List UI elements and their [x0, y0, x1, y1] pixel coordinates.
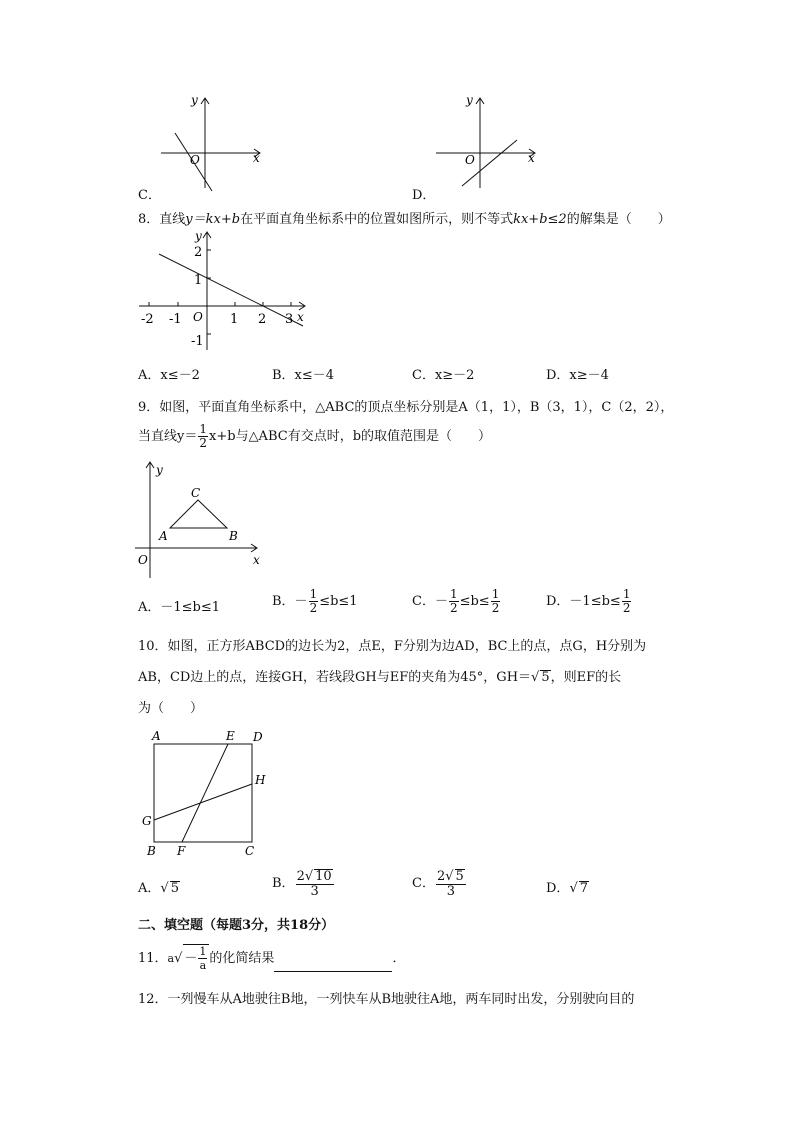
- q10-optc-fraction: $\frac{2√ 5}{3}$: [436, 869, 464, 899]
- q9-option-c: C．－ $\frac{1}{2}$ ≤b≤ $\frac{1}{2}$: [412, 587, 500, 615]
- q9-label-x: x: [253, 553, 260, 567]
- q10-square: [154, 744, 252, 842]
- q8-number: 8．: [138, 212, 160, 227]
- q10-segment-gh: [154, 784, 252, 820]
- q9-figure: [135, 460, 275, 580]
- q7c-y-label: y: [191, 93, 198, 107]
- q8-graph: [135, 228, 315, 358]
- q10-stem-line2: AB，CD边上的点，连接GH，若线段GH与EF的夹角为45°，GH＝√ 5，则EF的长: [138, 670, 622, 685]
- q10-label-h: H: [255, 773, 266, 787]
- q12-stem: 12．一列慢车从A地驶往B地，一列快车从B地驶往A地，两车同时出发，分别驶向目的: [138, 992, 635, 1007]
- q7-graph-d: [430, 88, 550, 198]
- q10-label-e: E: [226, 729, 235, 743]
- q8-tick-label-2: 2: [258, 312, 267, 327]
- q8-option-c: C．x≥－2: [412, 368, 475, 383]
- q10-label-g: G: [142, 814, 152, 828]
- q7-option-c: C．: [138, 188, 161, 203]
- q7c-origin-label: O: [190, 153, 200, 167]
- q9-option-d: D．－1≤b≤ $\frac{1}{2}$: [546, 587, 631, 615]
- q8-x-label: x: [297, 310, 304, 324]
- q11-number: 11．: [138, 951, 168, 966]
- q8-option-d: D．x≥－4: [546, 368, 609, 383]
- q10-label-f: F: [177, 844, 186, 858]
- q9-half-fraction: $\frac{1}{2}$: [199, 422, 208, 450]
- q9-label-y: y: [156, 463, 163, 477]
- q9-label-b: B: [229, 529, 238, 543]
- q9-optc-fraction-right: $\frac{1}{2}$: [491, 587, 500, 615]
- q8-tick-label-1: 1: [230, 312, 239, 327]
- section-2-title: 二、填空题（每题3分，共18分）: [138, 918, 335, 933]
- q8-tick-label-neg2: -2: [141, 312, 154, 327]
- q9-number: 9．: [138, 400, 160, 415]
- q10-optb-fraction: $\frac{2√ 10}{3}$: [296, 869, 332, 899]
- q9-optc-fraction-left: $\frac{1}{2}$: [449, 587, 458, 615]
- q7-graph-c: [155, 88, 275, 198]
- q10-option-d: D．√ 7: [546, 881, 589, 896]
- q10-label-b: B: [147, 844, 156, 858]
- q9-label-o: O: [138, 553, 148, 567]
- q7c-x-label: x: [253, 151, 260, 165]
- q8-stem: 8．直线y＝kx+b在平面直角坐标系中的位置如图所示，则不等式kx+b≤2的解集是（ ）: [138, 212, 671, 227]
- q8-tick-label-3: 3: [285, 312, 294, 327]
- q9-stem-line2: 当直线y＝ $\frac{1}{2}$ x+b与△ABC有交点时，b的取值范围是（ ）: [138, 422, 492, 450]
- q8-origin-label: O: [193, 310, 203, 324]
- q10-number: 10．: [138, 639, 168, 654]
- q10-stem-line1: 10．如图，正方形ABCD的边长为2，点E，F分别为边AD，BC上的点，点G，H分别为: [138, 639, 647, 654]
- q7-option-d: D．: [412, 188, 436, 203]
- q8-tick-label-yneg1: -1: [191, 334, 204, 349]
- q8-tick-label-y1: 1: [194, 273, 203, 288]
- q10-label-a: A: [152, 729, 161, 743]
- q7d-x-label: x: [528, 151, 535, 165]
- q8-tick-label-y2: 2: [194, 245, 203, 260]
- q8-option-b: B．x≤－4: [272, 368, 335, 383]
- q10-label-d: D: [253, 730, 263, 744]
- q10-option-c: C． $\frac{2√ 5}{3}$: [412, 869, 464, 899]
- q10-label-c: C: [245, 844, 255, 858]
- q10-segment-ef: [182, 744, 228, 842]
- q10-option-b: B． $\frac{2√ 10}{3}$: [272, 869, 332, 899]
- q9-option-b: B．－ $\frac{1}{2}$ ≤b≤1: [272, 587, 358, 615]
- q10-stem-line3: 为（ ）: [138, 701, 204, 716]
- q10-option-a: A．√ 5: [138, 881, 179, 896]
- q9-optd-fraction: $\frac{1}{2}$: [622, 587, 631, 615]
- q7d-y-label: y: [466, 93, 473, 107]
- q9-triangle: [170, 500, 227, 528]
- q9-label-a: A: [159, 529, 168, 543]
- q9-label-c: C: [191, 486, 201, 500]
- q10-figure: [140, 728, 280, 863]
- q12-number: 12．: [138, 992, 168, 1007]
- q8-tick-label-neg1: -1: [169, 312, 182, 327]
- q9-option-a: A．－1≤b≤1: [138, 600, 221, 615]
- q9-optb-fraction: $\frac{1}{2}$: [309, 587, 318, 615]
- q8-option-a: A．x≤－2: [138, 368, 200, 383]
- q11-radical: － $\frac{1}{a}$: [183, 944, 209, 972]
- q9-stem-line1: 9．如图，平面直角坐标系中，△ABC的顶点坐标分别是A（1，1），B（3，1），C（2，2），: [138, 400, 674, 415]
- q11-answer-blank[interactable]: [274, 959, 392, 972]
- q11-stem: 11．a√ － $\frac{1}{a}$ 的化简结果 ．: [138, 945, 406, 972]
- q8-y-label: y: [195, 229, 202, 243]
- q7d-origin-label: O: [465, 153, 475, 167]
